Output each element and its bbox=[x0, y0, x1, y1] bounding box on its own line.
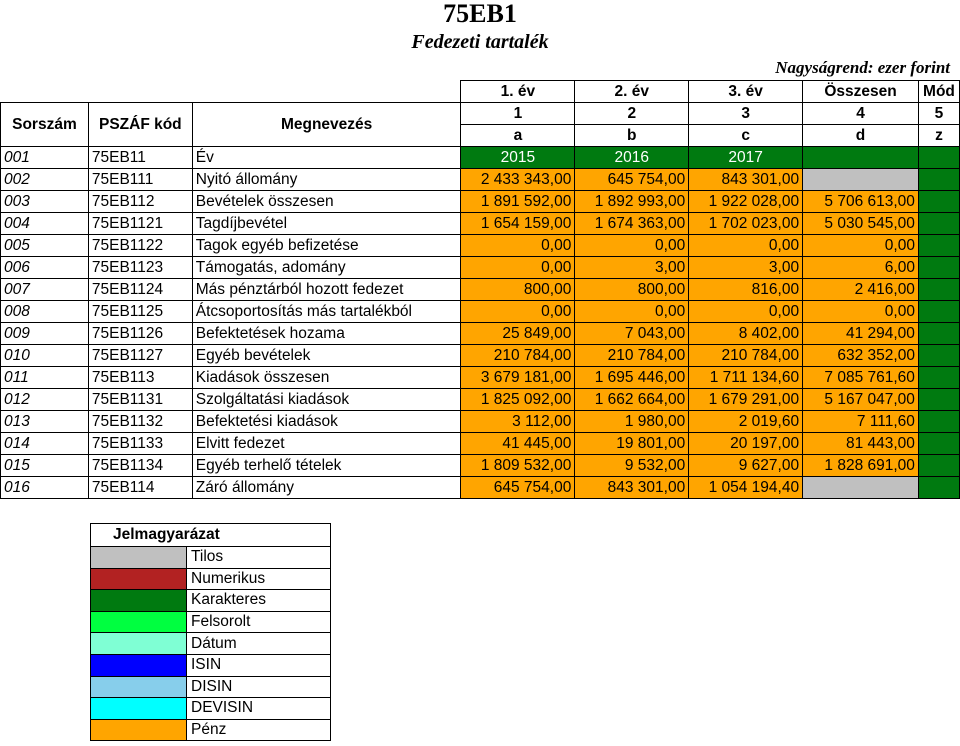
unit-note: Nagyságrend: ezer forint bbox=[775, 58, 950, 77]
value-cell[interactable]: 1 809 532,00 bbox=[461, 455, 575, 477]
value-cell[interactable]: 1 922 028,00 bbox=[689, 191, 803, 213]
value-cell[interactable]: 1 654 159,00 bbox=[461, 213, 575, 235]
legend-swatch bbox=[91, 676, 187, 698]
value-cell[interactable]: 1 891 592,00 bbox=[461, 191, 575, 213]
table-row bbox=[1, 257, 960, 279]
legend-item bbox=[91, 547, 331, 569]
value-cell[interactable]: 0,00 bbox=[575, 235, 689, 257]
mode-cell[interactable] bbox=[918, 367, 959, 389]
table-row bbox=[1, 389, 960, 411]
value-cell[interactable]: 632 352,00 bbox=[803, 345, 919, 367]
legend-label: Pénz bbox=[187, 719, 331, 741]
col-number: 5 bbox=[918, 103, 959, 125]
value-cell[interactable]: 1 825 092,00 bbox=[461, 389, 575, 411]
table-row bbox=[1, 411, 960, 433]
row-number: 009 bbox=[1, 323, 89, 345]
row-code: 75EB1124 bbox=[88, 279, 192, 301]
legend-item bbox=[91, 633, 331, 655]
value-cell[interactable]: 210 784,00 bbox=[461, 345, 575, 367]
row-name: Befektetések hozama bbox=[192, 323, 461, 345]
value-cell[interactable]: 20 197,00 bbox=[689, 433, 803, 455]
row-name: Átcsoportosítás más tartalékból bbox=[192, 301, 461, 323]
mode-cell[interactable] bbox=[918, 433, 959, 455]
table-row bbox=[1, 301, 960, 323]
row-name: Kiadások összesen bbox=[192, 367, 461, 389]
col-year-3: 3. év bbox=[689, 81, 803, 103]
col-letter: a bbox=[461, 125, 575, 147]
row-code: 75EB1125 bbox=[88, 301, 192, 323]
year-cell[interactable]: 2015 bbox=[461, 147, 575, 169]
value-cell[interactable]: 5 706 613,00 bbox=[803, 191, 919, 213]
legend-item bbox=[91, 590, 331, 612]
value-cell[interactable]: 3,00 bbox=[689, 257, 803, 279]
col-letter: z bbox=[918, 125, 959, 147]
table-row bbox=[1, 279, 960, 301]
row-code: 75EB1121 bbox=[88, 213, 192, 235]
table-row bbox=[1, 455, 960, 477]
legend-label: Karakteres bbox=[187, 590, 331, 612]
row-code: 75EB1133 bbox=[88, 433, 192, 455]
legend-label: Dátum bbox=[187, 633, 331, 655]
col-letter: d bbox=[803, 125, 919, 147]
row-number: 015 bbox=[1, 455, 89, 477]
value-cell[interactable]: 2 416,00 bbox=[803, 279, 919, 301]
row-name: Záró állomány bbox=[192, 477, 461, 499]
table-row bbox=[1, 147, 960, 169]
table-row bbox=[1, 367, 960, 389]
value-cell[interactable]: 1 702 023,00 bbox=[689, 213, 803, 235]
row-name: Bevételek összesen bbox=[192, 191, 461, 213]
mode-cell[interactable] bbox=[918, 455, 959, 477]
row-code: 75EB113 bbox=[88, 367, 192, 389]
value-cell[interactable]: 9 532,00 bbox=[575, 455, 689, 477]
row-number: 008 bbox=[1, 301, 89, 323]
value-cell[interactable]: 6,00 bbox=[803, 257, 919, 279]
row-number: 016 bbox=[1, 477, 89, 499]
value-cell[interactable]: 1 711 134,60 bbox=[689, 367, 803, 389]
row-code: 75EB1126 bbox=[88, 323, 192, 345]
row-name: Egyéb bevételek bbox=[192, 345, 461, 367]
value-cell[interactable]: 0,00 bbox=[461, 257, 575, 279]
data-table bbox=[0, 80, 960, 499]
row-number: 014 bbox=[1, 433, 89, 455]
col-year-1: 1. év bbox=[461, 81, 575, 103]
forbidden-cell bbox=[803, 169, 919, 191]
value-cell[interactable]: 3 679 181,00 bbox=[461, 367, 575, 389]
value-cell[interactable]: 3 112,00 bbox=[461, 411, 575, 433]
mode-cell[interactable] bbox=[918, 389, 959, 411]
value-cell[interactable]: 2 019,60 bbox=[689, 411, 803, 433]
mode-cell[interactable] bbox=[918, 169, 959, 191]
legend-label: DISIN bbox=[187, 676, 331, 698]
legend-label: ISIN bbox=[187, 654, 331, 676]
row-number: 005 bbox=[1, 235, 89, 257]
value-cell[interactable]: 25 849,00 bbox=[461, 323, 575, 345]
row-number: 006 bbox=[1, 257, 89, 279]
legend-item bbox=[91, 719, 331, 741]
value-cell[interactable]: 800,00 bbox=[461, 279, 575, 301]
col-megnevezes: Megnevezés bbox=[192, 103, 461, 147]
value-cell[interactable]: 0,00 bbox=[575, 301, 689, 323]
legend-item bbox=[91, 611, 331, 633]
value-cell[interactable]: 9 627,00 bbox=[689, 455, 803, 477]
row-code: 75EB11 bbox=[88, 147, 192, 169]
value-cell[interactable]: 1 662 664,00 bbox=[575, 389, 689, 411]
year-cell[interactable]: 2017 bbox=[689, 147, 803, 169]
legend-item bbox=[91, 654, 331, 676]
value-cell[interactable]: 0,00 bbox=[689, 301, 803, 323]
row-number: 002 bbox=[1, 169, 89, 191]
row-number: 013 bbox=[1, 411, 89, 433]
legend-item bbox=[91, 568, 331, 590]
value-cell[interactable]: 1 828 691,00 bbox=[803, 455, 919, 477]
table-row bbox=[1, 323, 960, 345]
value-cell[interactable]: 1 980,00 bbox=[575, 411, 689, 433]
mode-cell[interactable] bbox=[918, 279, 959, 301]
table-row bbox=[1, 191, 960, 213]
row-number: 010 bbox=[1, 345, 89, 367]
col-pszaf: PSZÁF kód bbox=[88, 103, 192, 147]
value-cell[interactable]: 1 679 291,00 bbox=[689, 389, 803, 411]
mode-cell[interactable] bbox=[918, 345, 959, 367]
row-name: Egyéb terhelő tételek bbox=[192, 455, 461, 477]
value-cell[interactable]: 210 784,00 bbox=[575, 345, 689, 367]
value-cell[interactable]: 210 784,00 bbox=[689, 345, 803, 367]
col-sorszam: Sorszám bbox=[1, 103, 89, 147]
page-title: 75EB1 bbox=[443, 0, 517, 28]
row-number: 001 bbox=[1, 147, 89, 169]
value-cell[interactable]: 41 294,00 bbox=[803, 323, 919, 345]
row-code: 75EB111 bbox=[88, 169, 192, 191]
legend-swatch bbox=[91, 698, 187, 720]
value-cell[interactable]: 3,00 bbox=[575, 257, 689, 279]
col-year-2: 2. év bbox=[575, 81, 689, 103]
value-cell[interactable]: 8 402,00 bbox=[689, 323, 803, 345]
col-mod: Mód bbox=[918, 81, 959, 103]
value-cell[interactable]: 0,00 bbox=[689, 235, 803, 257]
value-cell[interactable]: 1 674 363,00 bbox=[575, 213, 689, 235]
row-name: Befektetési kiadások bbox=[192, 411, 461, 433]
row-number: 003 bbox=[1, 191, 89, 213]
value-cell[interactable]: 0,00 bbox=[803, 301, 919, 323]
row-name: Elvitt fedezet bbox=[192, 433, 461, 455]
value-cell[interactable]: 1 695 446,00 bbox=[575, 367, 689, 389]
value-cell[interactable]: 816,00 bbox=[689, 279, 803, 301]
row-name: Tagdíjbevétel bbox=[192, 213, 461, 235]
value-cell[interactable]: 19 801,00 bbox=[575, 433, 689, 455]
row-code: 75EB1122 bbox=[88, 235, 192, 257]
legend-label: Numerikus bbox=[187, 568, 331, 590]
mode-cell[interactable] bbox=[918, 257, 959, 279]
legend-item bbox=[91, 698, 331, 720]
col-osszesen: Összesen bbox=[803, 81, 919, 103]
legend-item bbox=[91, 676, 331, 698]
value-cell[interactable]: 645 754,00 bbox=[575, 169, 689, 191]
col-number: 3 bbox=[689, 103, 803, 125]
row-number: 004 bbox=[1, 213, 89, 235]
value-cell[interactable]: 5 030 545,00 bbox=[803, 213, 919, 235]
row-name: Más pénztárból hozott fedezet bbox=[192, 279, 461, 301]
value-cell[interactable]: 7 085 761,60 bbox=[803, 367, 919, 389]
mode-cell[interactable] bbox=[918, 323, 959, 345]
page-subtitle: Fedezeti tartalék bbox=[411, 31, 549, 53]
row-name: Nyitó állomány bbox=[192, 169, 461, 191]
col-letter: c bbox=[689, 125, 803, 147]
value-cell[interactable]: 1 054 194,40 bbox=[689, 477, 803, 499]
table-row bbox=[1, 433, 960, 455]
legend-label: Felsorolt bbox=[187, 611, 331, 633]
year-cell[interactable]: 2016 bbox=[575, 147, 689, 169]
legend-label: DEVISIN bbox=[187, 698, 331, 720]
row-code: 75EB114 bbox=[88, 477, 192, 499]
legend-swatch bbox=[91, 568, 187, 590]
value-cell[interactable]: 41 445,00 bbox=[461, 433, 575, 455]
mode-cell[interactable] bbox=[918, 477, 959, 499]
col-number: 1 bbox=[461, 103, 575, 125]
legend-title: Jelmagyarázat bbox=[91, 524, 331, 547]
value-cell[interactable]: 7 043,00 bbox=[575, 323, 689, 345]
value-cell[interactable]: 0,00 bbox=[803, 235, 919, 257]
value-cell[interactable]: 645 754,00 bbox=[461, 477, 575, 499]
value-cell[interactable]: 7 111,60 bbox=[803, 411, 919, 433]
legend-swatch bbox=[91, 590, 187, 612]
value-cell[interactable]: 2 433 343,00 bbox=[461, 169, 575, 191]
legend-swatch bbox=[91, 611, 187, 633]
year-cell bbox=[803, 147, 919, 169]
value-cell[interactable]: 800,00 bbox=[575, 279, 689, 301]
table-row bbox=[1, 477, 960, 499]
row-code: 75EB1131 bbox=[88, 389, 192, 411]
row-code: 75EB1123 bbox=[88, 257, 192, 279]
row-name: Tagok egyéb befizetése bbox=[192, 235, 461, 257]
row-name: Támogatás, adomány bbox=[192, 257, 461, 279]
legend-swatch bbox=[91, 633, 187, 655]
mode-cell[interactable] bbox=[918, 213, 959, 235]
legend-swatch bbox=[91, 654, 187, 676]
value-cell[interactable]: 843 301,00 bbox=[575, 477, 689, 499]
value-cell[interactable]: 81 443,00 bbox=[803, 433, 919, 455]
value-cell[interactable]: 0,00 bbox=[461, 235, 575, 257]
row-code: 75EB112 bbox=[88, 191, 192, 213]
row-code: 75EB1132 bbox=[88, 411, 192, 433]
table-row bbox=[1, 169, 960, 191]
value-cell[interactable]: 843 301,00 bbox=[689, 169, 803, 191]
legend-swatch bbox=[91, 547, 187, 569]
row-code: 75EB1134 bbox=[88, 455, 192, 477]
legend-table bbox=[90, 523, 331, 741]
legend-label: Tilos bbox=[187, 547, 331, 569]
col-number: 4 bbox=[803, 103, 919, 125]
row-code: 75EB1127 bbox=[88, 345, 192, 367]
value-cell[interactable]: 1 892 993,00 bbox=[575, 191, 689, 213]
row-number: 011 bbox=[1, 367, 89, 389]
forbidden-cell bbox=[803, 477, 919, 499]
row-number: 012 bbox=[1, 389, 89, 411]
col-number: 2 bbox=[575, 103, 689, 125]
mode-cell[interactable] bbox=[918, 191, 959, 213]
mode-cell[interactable] bbox=[918, 301, 959, 323]
col-letter: b bbox=[575, 125, 689, 147]
table-row bbox=[1, 345, 960, 367]
table-row bbox=[1, 235, 960, 257]
mode-cell[interactable] bbox=[918, 147, 959, 169]
value-cell[interactable]: 5 167 047,00 bbox=[803, 389, 919, 411]
row-name: Szolgáltatási kiadások bbox=[192, 389, 461, 411]
value-cell[interactable]: 0,00 bbox=[461, 301, 575, 323]
mode-cell[interactable] bbox=[918, 411, 959, 433]
table-row bbox=[1, 213, 960, 235]
row-name: Év bbox=[192, 147, 461, 169]
row-number: 007 bbox=[1, 279, 89, 301]
mode-cell[interactable] bbox=[918, 235, 959, 257]
legend-swatch bbox=[91, 719, 187, 741]
